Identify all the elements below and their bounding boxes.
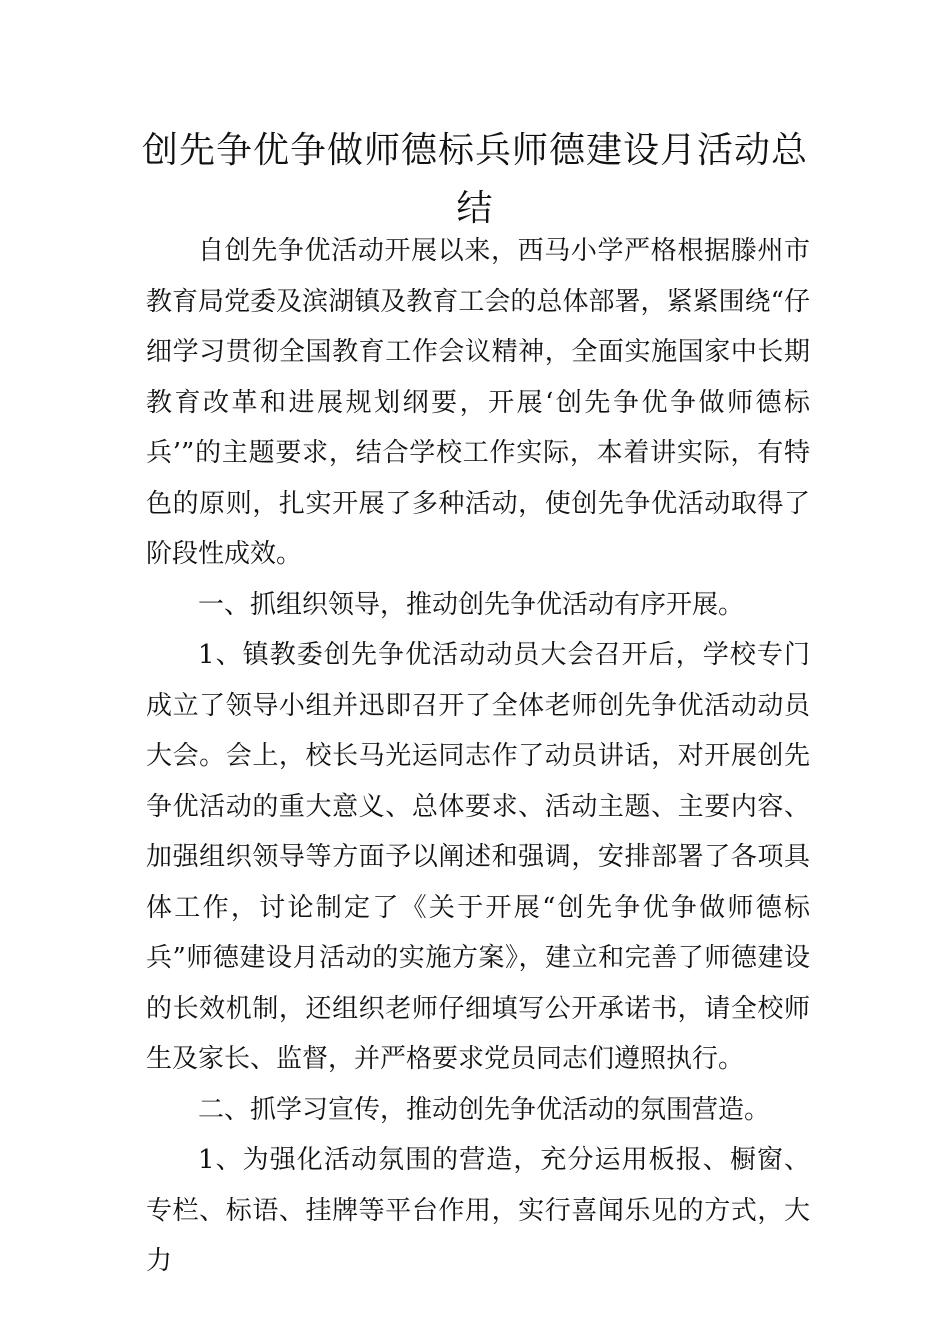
document-body	[146, 226, 810, 1287]
paragraph-intro: 自创先争优活动开展以来，西马小学严格根据滕州市教育局党委及滨湖镇及教育工会的总体部署，紧紧围绕“仔细学习贯彻全国教育工作会议精神，全面实施国家中长期教育改革和进展规划纲要，开展‘创先争优争做师德标兵’”的主题要求，结合学校工作实际，本着讲实际，有特色的原则，扎实开展了多种活动，使创先争优活动取得了阶段性成效。	[146, 236, 810, 569]
paragraph-section-1-item-1: 1、镇教委创先争优活动动员大会召开后，学校专门成立了领导小组并迅即召开了全体老师创先争优活动动员大会。会上，校长马光运同志作了动员讲话，对开展创先争优活动的重大意义、总体要求、活动主题、主要内容、加强组织领导等方面予以阐述和强调，安排部署了各项具体工作，讨论制定了《关于开展“创先争优争做师德标兵”师德建设月活动的实施方案》，建立和完善了师德建设的长效机制，还组织老师仔细填写公开承诺书，请全校师生及家长、监督，并严格要求党员同志们遵照执行。	[146, 640, 810, 1074]
paragraph-section-2-item-1: 1、为强化活动氛围的营造，充分运用板报、橱窗、专栏、标语、挂牌等平台作用，实行喜闻乐见的方式，大力	[146, 1145, 810, 1276]
section-heading-2: 二、抓学习宣传，推动创先争优活动的氛围营造。	[198, 1094, 771, 1125]
document-title: 创先争优争做师德标兵师德建设月活动总结	[141, 130, 808, 229]
section-heading-1: 一、抓组织领导，推动创先争优活动有序开展。	[198, 589, 745, 620]
